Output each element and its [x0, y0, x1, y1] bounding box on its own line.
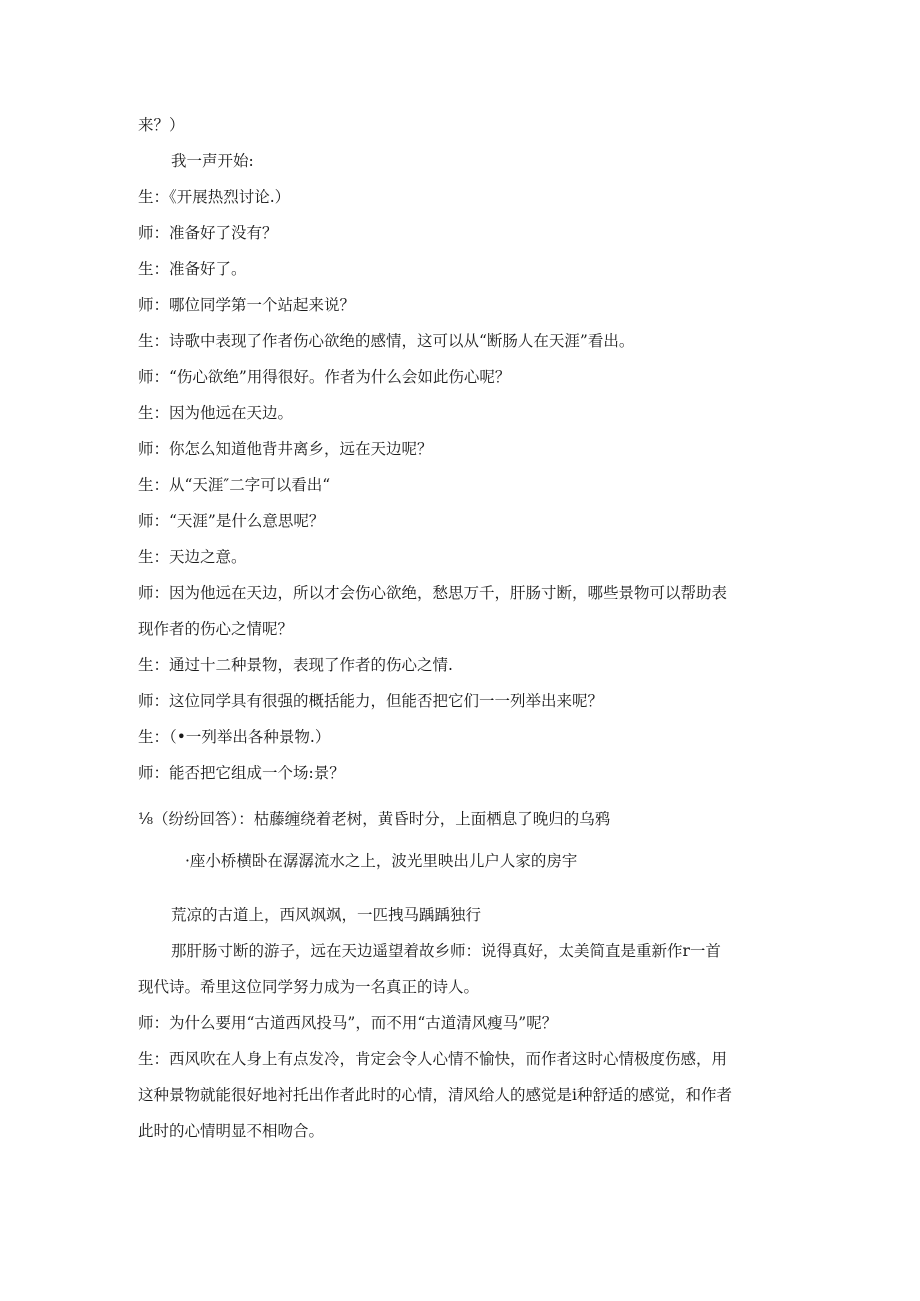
dialogue-line: 生：西风吹在人身上有点发冷，肯定会令人心情不愉快，而作者这时心情极度伤感，用 [138, 1050, 728, 1068]
text-line: 现作者的伤心之情呢？ [138, 620, 294, 638]
dialogue-line: 生：从“天涯″二字可以看出“ [138, 476, 331, 494]
dialogue-line: 生：因为他远在天边。 [138, 404, 294, 422]
dialogue-line: 生：准备好了。 [138, 260, 247, 278]
text-line: 这种景物就能很好地衬托出作者此时的心情，清风给人的感觉是i种舒适的感觉，和作者 [138, 1086, 732, 1104]
dialogue-line: 师：为什么要用“古道西风投马”，而不用“古道清风瘦马”呢？ [138, 1014, 558, 1032]
dialogue-line: 师：哪位同学第一个站起来说？ [138, 296, 356, 314]
text-line: 此时的心情明显不相吻合。 [138, 1122, 325, 1140]
dialogue-line: 生：天边之意。 [138, 548, 247, 566]
dialogue-line: 师：“伤心欲绝”用得很好。作者为什么会如此伤心呢？ [138, 368, 511, 386]
dialogue-line: 师：因为他远在天边，所以才会伤心欲绝，愁思万千，肝肠寸断，哪些景物可以帮助表 [138, 584, 728, 602]
text-line: 现代诗。希里这位同学努力成为一名真正的诗人。 [138, 978, 480, 996]
text-line: 我一声开始: [171, 152, 254, 170]
text-line: 来？） [138, 116, 185, 134]
dialogue-line: 师：能否把它组成一个场:景？ [138, 764, 345, 782]
poem-line: 荒凉的古道上，西风飒飒，一匹拽马踽踽独行 [171, 906, 482, 924]
dialogue-line: 生：《开展热烈讨论.） [138, 188, 291, 206]
poem-line: 那肝肠寸断的游子，远在天边遥望着故乡师：说得真好，太美简直是重新作r一首 [171, 942, 721, 960]
dialogue-line: 师：你怎么知道他背井离乡，远在天边呢？ [138, 440, 433, 458]
dialogue-line: 师：这位同学具有很强的概括能力，但能否把它们一一列举出来呢？ [138, 692, 604, 710]
poem-line: ·座小桥横卧在潺潺流水之上，波光里映出儿户人家的房宇 [185, 852, 578, 870]
dialogue-line: 生：（•一列举出各种景物.） [138, 728, 331, 746]
dialogue-line: 师：准备好了没有？ [138, 224, 278, 242]
dialogue-line: 生：诗歌中表现了作者伤心欲绝的感情，这可以从“断肠人在天涯”看出。 [138, 332, 635, 350]
dialogue-line: 生：通过十二种景物，表现了作者的伤心之情. [138, 656, 453, 674]
dialogue-line: ⅛（纷纷回答）：枯藤缠绕着老树，黄昏时分，上面栖息了晚归的乌鸦 [138, 810, 611, 828]
dialogue-line: 师：“天涯”是什么意思呢？ [138, 512, 325, 530]
